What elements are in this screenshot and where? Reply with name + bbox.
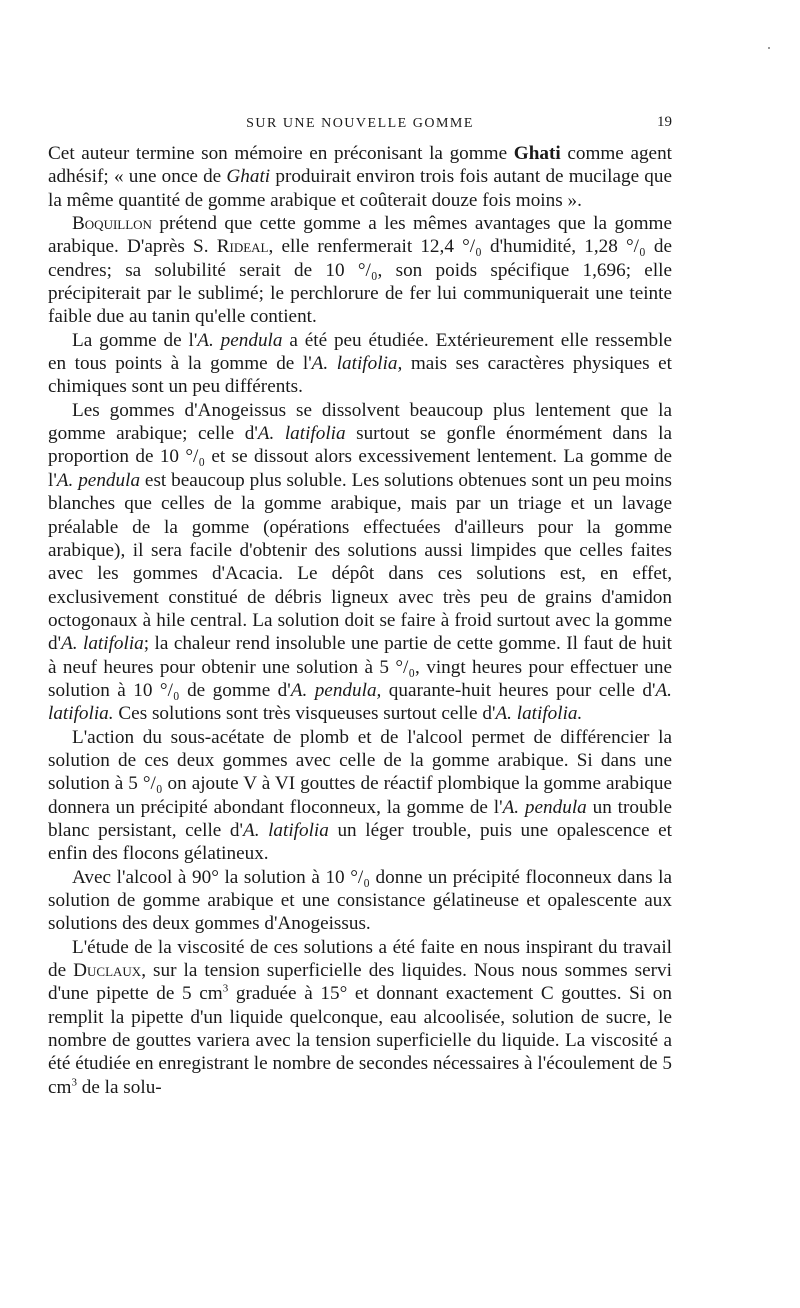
emphasis-ghati: Ghati — [513, 143, 561, 164]
italic-ghati: Ghati — [226, 166, 271, 188]
text-run: , sur la tension superficielle des liquides. Nous nous sommes servi d'une pipette de 5 cm — [48, 960, 672, 1005]
species-name: A. latifolia, — [311, 353, 403, 375]
text-run: de la solu- — [76, 1076, 162, 1098]
author-name: Duclaux — [73, 960, 142, 982]
species-name: A. latifolia — [257, 423, 346, 445]
author-name: Boquillon — [72, 213, 152, 235]
species-name: A. latifolia — [61, 633, 144, 655]
text-run: un léger trouble, puis une opalescence et enfin des flocons gélatineux. — [48, 819, 672, 865]
paragraph-3 — [48, 329, 672, 399]
paragraph-6 — [48, 866, 672, 936]
book-page — [48, 112, 672, 1099]
species-name: A. latifolia — [242, 819, 329, 841]
species-name: A. pendula — [56, 469, 141, 491]
paragraph-4 — [48, 399, 672, 726]
text-run: prétend que cette gomme a les mêmes avantages que la gomme arabique. D'après S. — [48, 213, 672, 258]
paragraph-1 — [48, 142, 672, 212]
text-run: , elle renfermerait 12,4 °/₀ d'humidité, 1,28 °/₀ de cendres; sa solubilité serait de 10 °/₀, son poids spécifique 1,696; elle précipiterait par le sublimé; le perchlorure de fer lui communiquerait une teinte faible due au tanin qu'elle contient. — [48, 236, 672, 328]
running-title: SUR UNE NOUVELLE GOMME — [246, 116, 474, 131]
text-run: surtout se gonfle énormément dans la proportion de 10 °/₀ et se dissout alors excessivement lentement. La gomme de l' — [48, 423, 672, 491]
species-name: A. pendula — [197, 329, 283, 351]
running-head — [48, 112, 672, 142]
superscript: 3 — [222, 982, 229, 995]
text-run: Avec l'alcool à 90° la solution à 10 °/₀ donne un précipité floconneux dans la solution de gomme arabique et une consistance gélatineuse et opalescente aux solutions des deux gommes d'Anogeissus. — [48, 866, 672, 935]
superscript: 3 — [71, 1076, 77, 1089]
text-run: produirait environ trois fois autant de mucilage que la même quantité de gomme arabique et coûterait douze fois moins ». — [48, 166, 673, 211]
species-name: A. pendula, — [290, 679, 382, 701]
text-run: Les gommes d'Anogeissus se dissolvent beaucoup plus lentement que la gomme arabique; celle d' — [48, 399, 672, 445]
page-number: 19 — [657, 114, 672, 130]
text-run: L'action du sous-acétate de plomb et de l'alcool permet de différencier la solution de ces deux gommes avec celle de la gomme arabique. Si dans une solution à 5 °/₀ on ajoute V à VI gouttes de réactif plombique la gomme arabique donnera un précipité abondant floconneux, la gomme de l' — [48, 726, 672, 818]
species-name: A. pendula — [502, 796, 587, 818]
text-run: mais ses caractères physiques et chimiques sont un peu différents. — [48, 353, 672, 398]
text-run: quarante-huit heures pour celle d' — [381, 679, 656, 701]
text-run: comme agent adhésif; « une once de — [48, 143, 672, 188]
text-run: un trouble blanc persistant, celle d' — [48, 796, 672, 841]
text-run: Cet auteur termine son mémoire en préconisant la gomme — [48, 143, 514, 164]
text-run: graduée à 15° et donnant exactement C gouttes. Si on remplit la pipette d'un liquide quelconque, eau alcoolisée, solution de sucre, le nombre de gouttes variera avec la tension superficielle du liquide. La viscosité a été étudiée en enregistrant le nombre de secondes nécessaires à l'écoulement de 5 cm — [48, 983, 672, 1098]
text-run: La gomme de l' — [72, 329, 198, 351]
paragraph-7 — [48, 936, 672, 1099]
paragraph-2 — [48, 212, 672, 329]
author-name: Rideal — [216, 236, 269, 258]
paragraph-5 — [48, 726, 672, 866]
species-name: A. latifolia. — [495, 703, 583, 725]
species-name: A. latifolia. — [48, 679, 672, 725]
text-run: a été peu étudiée. Extérieurement elle ressemble en tous points à la gomme de l' — [48, 329, 672, 375]
margin-speck — [768, 47, 770, 49]
text-run: est beaucoup plus soluble. Les solutions obtenues sont un peu moins blanches que celles de la gomme arabique, mais par un triage et un lavage préalable de la gomme (opérations effectuées d'ailleurs pour la gomme arabique), il sera facile d'obtenir des solutions aussi limpides que celles faites avec les gommes d'Acacia. Le dépôt dans ces solutions est, en effet, exclusivement constitué de débris ligneux avec très peu de grains d'amidon octogonaux à hile central. La solution doit se faire à froid surtout avec la gomme d' — [48, 469, 672, 655]
text-run: Ces solutions sont très visqueuses surtout celle d' — [113, 703, 496, 725]
text-run: ; la chaleur rend insoluble une partie de cette gomme. Il faut de huit à neuf heures pour obtenir une solution à 5 °/₀, vingt heures pour effectuer une solution à 10 °/₀ de gomme d' — [48, 633, 672, 701]
text-run: L'étude de la viscosité de ces solutions a été faite en nous inspirant du travail de — [48, 936, 672, 982]
